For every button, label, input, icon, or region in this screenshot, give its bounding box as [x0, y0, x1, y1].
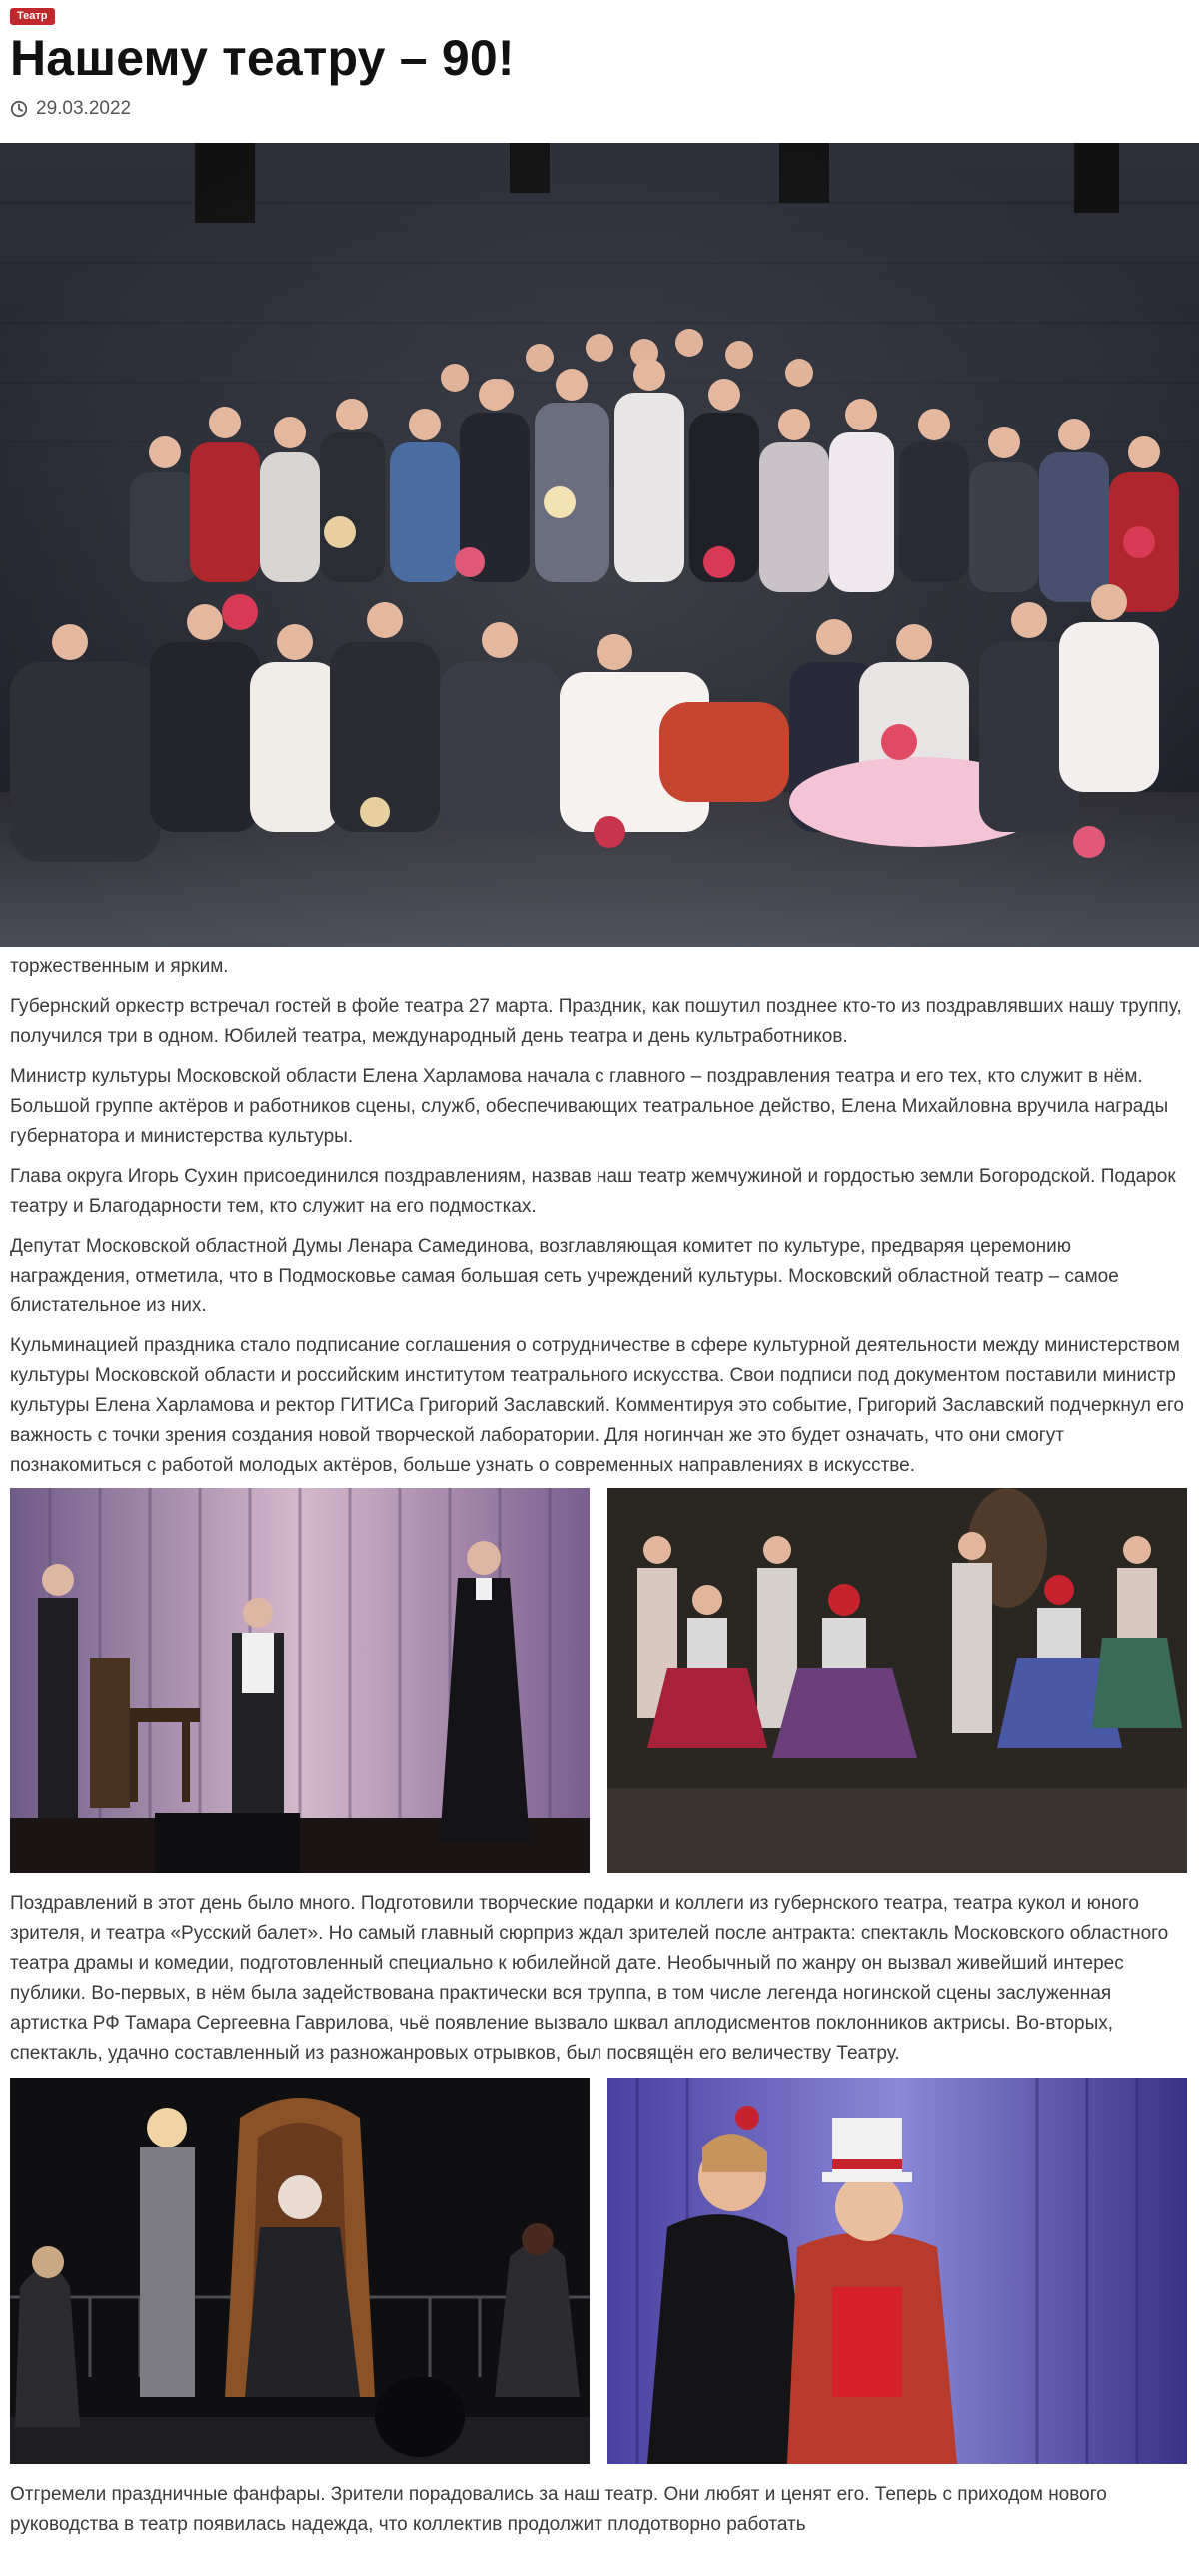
- paragraph: Поздравлений в этот день было много. Подготовили творческие подарки и коллеги из губернского театра, театра кукол и юного зрителя, и театра «Русский балет». Но самый главный сюрприз ждал зрителей после антракта: спектакль Московского областного театра драмы и комедии, подготовленный специально к юбилейной дате. Необычный по жанру он вызвал живейший интерес публики. Во-первых, в нём была задействована практически вся труппа, в том числе легенда ногинской сцены заслуженная артистка РФ Тамара Сергеевна Гаврилова, чьё появление вызвало шквал аплодисментов поклонников актрисы. Во-вторых, спектакль, удачно составленный из разножанровых отрывков, был посвящён его величеству Театру.: [10, 1893, 1169, 2064]
- stage-photo-throne: [10, 2078, 590, 2464]
- category-badge[interactable]: Театр: [10, 8, 55, 25]
- paragraph: Глава округа Игорь Сухин присоединился поздравлениям, назвав наш театр жемчужиной и гордостью земли Богородской. Подарок театру и Благодарности тем, кто служит на его подмостках.: [10, 1166, 1176, 1217]
- stage-photo-actors: [10, 1488, 590, 1873]
- date-text: 29.03.2022: [36, 98, 132, 119]
- stage-photo-duet: [607, 2078, 1187, 2464]
- hero-group-photo: [0, 143, 1199, 947]
- article-title: Нашему театру – 90!: [10, 30, 515, 86]
- paragraph: Губернский оркестр встречал гостей в фойе театра 27 марта. Праздник, как пошутил позднее кто-то из поздравлявших нашу труппу, получился три в одном. Юбилей театра, международный день театра и день культработников.: [10, 996, 1182, 1047]
- paragraph: Отгремели праздничные фанфары. Зрители порадовались за наш театр. Они любят и ценят его. Теперь с приходом нового руководства в театр появилась надежда, что коллектив продолжит плодотворно работать: [10, 2484, 1107, 2535]
- paragraph: Министр культуры Московской области Елена Харламова начала с главного – поздравления театра и его тех, кто служит в нём. Большой группе актёров и работников сцены, служб, обеспечивающих театральное действо, Елена Михайловна вручила награды губернатора и министерства культуры.: [10, 1066, 1169, 1147]
- stage-photo-dancers: [607, 1488, 1187, 1873]
- paragraph: Депутат Московской областной Думы Ленара Самединова, возглавляющая комитет по культуре, предваряя церемонию награждения, отметила, что в Подмосковье самая большая сеть учреждений культуры. Московский областной театр – самое блистательное из них.: [10, 1236, 1119, 1316]
- clock-icon: [10, 100, 28, 118]
- paragraph: торжественным и ярким.: [10, 956, 229, 977]
- article-date: [10, 98, 131, 120]
- paragraph: Кульминацией праздника стало подписание соглашения о сотрудничестве в сфере культурной деятельности между министерством культуры Московской области и российским институтом театрального искусства. Свои подписи под документом поставили министр культуры Елена Харламова и ректор ГИТИСа Григорий Заславский. Комментируя это событие, Григорий Заславский подчеркнул его важность с точки зрения создания новой творческой лаборатории. Для ногинчан же это будет означать, что они смогут познакомиться с работой молодых актёров, больше узнать о современных направлениях в искусстве.: [10, 1335, 1184, 1476]
